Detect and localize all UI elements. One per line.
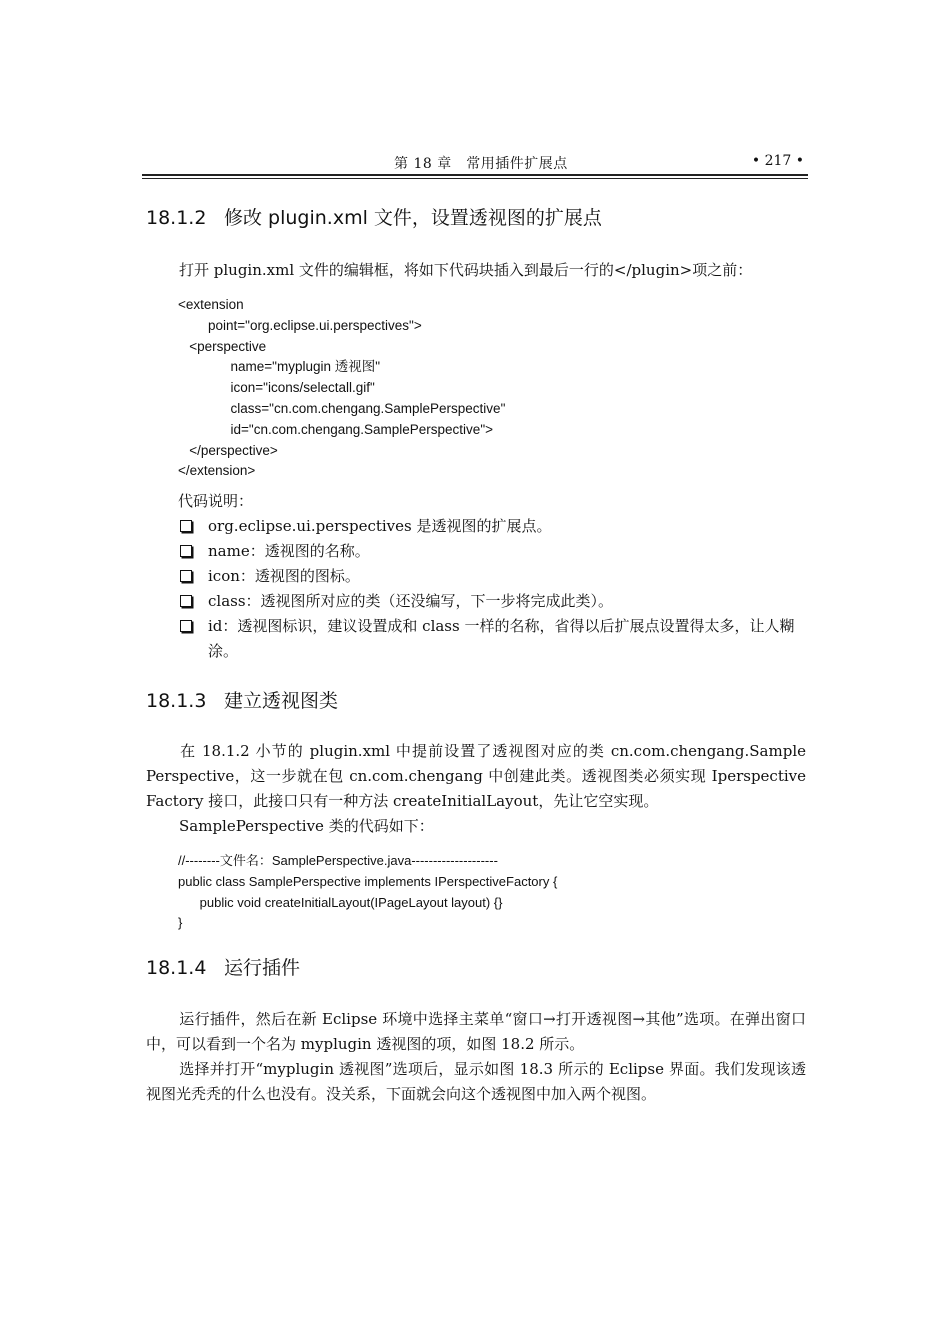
- code-line: //--------文件名：SamplePerspective.java--------------------: [178, 853, 498, 868]
- page-header: [142, 150, 808, 176]
- section-number: 18.1.3: [146, 690, 207, 712]
- paragraph-text: 选择并打开“myplugin 透视图”选项后，显示如图 18.3 所示的 Eclipse 界面。我们发现该透视图光秃秃的什么也没有。没关系，下面就会向这个透视图中加入两个视图。: [146, 1060, 806, 1103]
- checkbox-bullet-icon: [180, 520, 192, 532]
- paragraph: [146, 739, 806, 814]
- checkbox-bullet-icon: [180, 620, 192, 632]
- list-item: [178, 589, 806, 614]
- list-item-text: name：透视图的名称。: [208, 542, 370, 560]
- section-title: 修改 plugin.xml 文件，设置透视图的扩展点: [224, 207, 602, 229]
- paragraph-text: 运行插件，然后在新 Eclipse 环境中选择主菜单“窗口→打开透视图→其他”选项。在弹出窗口中，可以看到一个名为 myplugin 透视图的项，如图 18.2 所示。: [146, 1010, 806, 1053]
- code-line: name="myplugin 透视图": [178, 359, 381, 375]
- code-line: public class SamplePerspective implements IPerspectiveFactory {: [178, 873, 558, 889]
- code-line: class="cn.com.chengang.SamplePerspective": [178, 400, 506, 416]
- code-line: }: [178, 915, 183, 931]
- chapter-title: 第 18 章 常用插件扩展点: [394, 156, 568, 172]
- list-item-text: org.eclipse.ui.perspectives 是透视图的扩展点。: [208, 517, 552, 535]
- paragraph-text: SamplePerspective 类的代码如下：: [179, 817, 434, 835]
- section-heading-18-1-2: [146, 203, 602, 230]
- code-line: public void createInitialLayout(IPageLayout layout) {}: [178, 894, 503, 910]
- checkbox-bullet-icon: [180, 545, 192, 557]
- paragraph: [146, 1007, 806, 1057]
- paragraph: [146, 814, 806, 839]
- code-block-extension: [178, 295, 505, 482]
- code-line: <extension: [178, 297, 244, 312]
- section-heading-18-1-4: [146, 953, 300, 980]
- paragraph: [146, 1057, 806, 1107]
- code-line: icon="icons/selectall.gif": [178, 380, 375, 396]
- section-title: 建立透视图类: [224, 690, 339, 712]
- list-item: [178, 514, 806, 539]
- list-item: [178, 564, 806, 589]
- list-item-text: id：透视图标识，建议设置成和 class 一样的名称，省得以后扩展点设置得太多，让人糊涂。: [208, 617, 795, 660]
- list-item-text: class：透视图所对应的类（还没编写，下一步将完成此类）。: [208, 592, 614, 610]
- checkbox-bullet-icon: [180, 595, 192, 607]
- section-title: 运行插件: [224, 957, 301, 979]
- list-item-text: icon：透视图的图标。: [208, 567, 360, 585]
- code-block-java: [178, 851, 557, 934]
- code-line: <perspective: [178, 338, 267, 354]
- bullet-list: [178, 514, 806, 664]
- section-number: 18.1.2: [146, 207, 207, 229]
- paragraph-intro: [146, 258, 806, 283]
- section-heading-18-1-3: [146, 686, 338, 713]
- list-item: [178, 614, 806, 664]
- paragraph-text: 在 18.1.2 小节的 plugin.xml 中提前设置了透视图对应的类 cn.com.chengang.Sample Perspective，这一步就在包 cn.com.chengang 中创建此类。透视图类必须实现 Iperspective Factory 接口，此接口只有一种方法 createInitialLayout，先让它空实现。: [146, 742, 806, 810]
- code-note-label: 代码说明：: [178, 492, 254, 510]
- checkbox-bullet-icon: [180, 570, 192, 582]
- code-line: </perspective>: [178, 442, 278, 458]
- section-number: 18.1.4: [146, 957, 207, 979]
- code-line: id="cn.com.chengang.SamplePerspective">: [178, 421, 493, 437]
- page-number: • 217 •: [751, 153, 804, 169]
- paragraph-text: 打开 plugin.xml 文件的编辑框，将如下代码块插入到最后一行的</plugin>项之前：: [179, 261, 753, 279]
- list-item: [178, 539, 806, 564]
- code-line: </extension>: [178, 463, 256, 479]
- code-line: point="org.eclipse.ui.perspectives">: [178, 317, 422, 333]
